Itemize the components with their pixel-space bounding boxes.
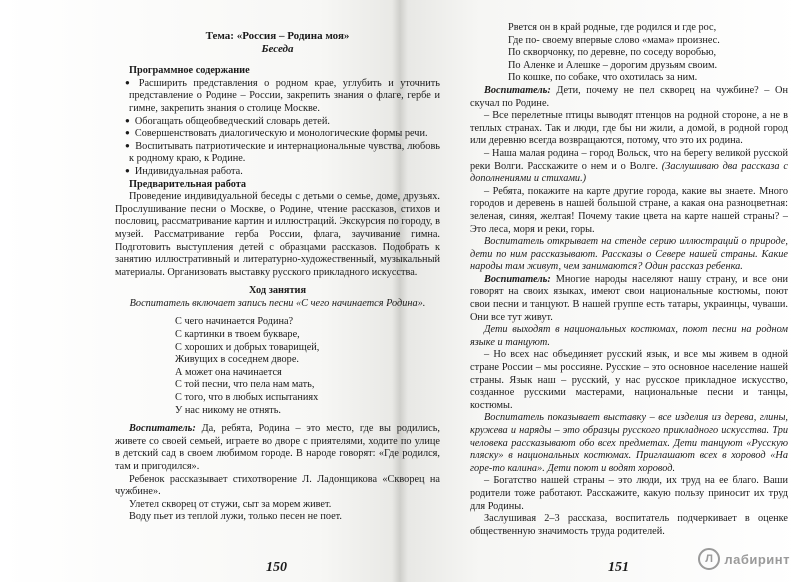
verse-line: Где по- своему впервые слово «мама» произнес. [508,34,720,46]
program-item: ● Индивидуальная работа. [115,166,440,179]
left-page [115,22,440,572]
verse-line: По скворчонку, по деревне, по соседу воробью, [508,47,717,59]
page-number-left: 150 [266,560,287,575]
teacher-paragraph [470,274,788,324]
watermark-text: лабиринт [724,551,790,567]
verse-line: По Аленке и Алешке – дорогим друзьям своим. [508,59,718,71]
prep-heading: Предварительная работа [129,178,247,190]
program-item: ● Совершенствовать диалогическую и монологические формы речи. [115,128,440,141]
text-paragraph: – Все перелетные птицы выводят птенцов на родной стороне, а не в теплых странах. Так и люди, где бы ни жили, а домой, в родной город или деревню всегда возвращаются, потому, что это их родина. [470,110,788,147]
text-paragraph [470,148,788,186]
page-number-right: 151 [608,560,629,575]
text-paragraph: – Богатство нашей страны – это люди, их труд на ее благо. Ваши родители тоже работают. Расскажите, какую пользу приносит их труд для Родины. [470,475,788,512]
course-heading: Ход занятия [248,285,307,297]
verse-line: С хороших и добрых товарищей, [175,341,320,353]
text-paragraph: – Ребята, покажите на карте другие города, какие вы знаете. Много городов и деревень в нашей большой стране, а какая она разноцветная: зеленая, синяя, желтая! Почему такие цвета на карте нашей страны? – Это леса, моря и реки, горы. [470,185,788,235]
child-reads: Ребенок рассказывает стихотворение Л. Ладонщикова «Скворец на чужбине». [115,473,440,498]
verse-line: С того, что в любых испытаниях [175,392,319,404]
right-page [470,22,788,572]
text-paragraph: Заслушивая 2–3 рассказа, воспитатель подчеркивает в оценке общественную значимость труда родителей. [470,513,788,537]
course-intro: Воспитатель включает запись песни «С чего начинается Родина». [129,297,426,309]
verse-line: У нас никому не отнять. [175,404,281,416]
lesson-title: Тема: «Россия – Родина моя» [205,30,350,42]
labirint-logo-icon: Л [698,548,720,570]
teacher-text: Дети, почему не пел скворец на чужбине? – Он скучал по Родине. [470,84,788,109]
program-heading: Программное содержание [129,65,250,77]
text-paragraph: – Но всех нас объединяет русский язык, и все мы живем в одной стране России – мы россияне. Русские – это основное население нашей страны. Язык наш – русский, у нас русское прикладное искусство, созданное русскими мастерами, национальные песни и танцы, костюмы. [470,349,788,411]
stage-direction: Воспитатель открывает на стенде серию иллюстраций о природе, дети по ним рассказывают. Рассказы о Севере нашей страны. Какие народы там живут, чем занимаются? Один рассказ ребенка. [470,236,788,273]
speaker-label: Воспитатель: [484,273,551,285]
teacher-paragraph [115,423,440,473]
paragraph-note: (Заслушиваю два рассказа с дополнениями и стихами.) [470,160,788,185]
labirint-watermark [698,548,790,570]
teacher-paragraph [470,85,788,110]
speaker-label: Воспитатель: [129,423,196,435]
verse-line: Живущих в соседнем дворе. [175,354,299,366]
verse-line: Рвется он в край родные, где родился и где рос, [508,22,717,33]
stage-direction: Дети выходят в национальных костюмах, поют песни на родном языке и танцуют. [470,324,788,348]
teacher-text: Многие народы населяют нашу страну, и все они говорят на своих языках, имеют свои национальные костюмы, поют свои песни и танцуют. В нашей группе есть татары, украинцы, чуваши. Они все тут живут. [470,273,788,323]
verse-line: С чего начинается Родина? [175,316,294,328]
stage-direction: Воспитатель показывает выставку – все изделия из дерева, глины, кружева и наряды – это образцы русского прикладного искусства. Три человека рассказывают обо всех предметах. Дети танцуют «Русскую пляску» в национальных костюмах. Приглашают всех в хоровод «На горе-то калина». Дети поют и водят хоровод. [470,412,788,474]
program-item: ● Расширить представления о родном крае, углубить и уточнить представление о Родине – России, закрепить знания о флаге, гербе и гимне, закрепить знания о столице Москве. [115,78,440,116]
teacher-text: Да, ребята, Родина – это место, где вы родились, живете со своей семьей, играете во дворе с приятелями, ходите по улице в детский сад в своем любимом городе. В народе говорят: «Где родился, там и пригодился». [115,423,440,472]
paragraph-text: – Наша малая родина – город Вольск, что на берегу великой русской реки Волги. Расскажите о нем и о Волге. [470,147,788,172]
verse-line: С той песни, что пела нам мать, [175,379,315,391]
verse-line: С картинки в твоем букваре, [175,329,300,341]
program-item: ● Обогащать общеобведческий словарь детей. [115,116,440,129]
verse-line: Улетел скворец от стужи, сыт за морем живет. [129,498,332,510]
speaker-label: Воспитатель: [484,84,551,96]
verse-line: По кошке, по собаке, что охотилась за ним. [508,72,698,84]
verse-line: А может она начинается [175,366,282,378]
prep-text: Проведение индивидуальной беседы с детьми о семье, доме, друзьях. Прослушивание песни о Москве, о Родине, чтение рассказов, стихов и пословиц, рассматривание картин и иллюстраций. Экскурсия по городу, в музей. Рассматривание герба России, флага, заучивание гимна. Подготовить выступления детей с образцами рассказов. Подобрать к занятию иллюстративный и литературно-художественный, музыкальный материалы. Организовать выставку русского прикладного искусства. [115,191,440,278]
program-item: ● Воспитывать патриотические и интернациональные чувства, любовь к родному краю, к Родине. [115,141,440,166]
verse-line: Воду пьет из теплой лужи, только песен не поет. [129,511,342,523]
lesson-subtitle: Беседа [261,42,294,55]
